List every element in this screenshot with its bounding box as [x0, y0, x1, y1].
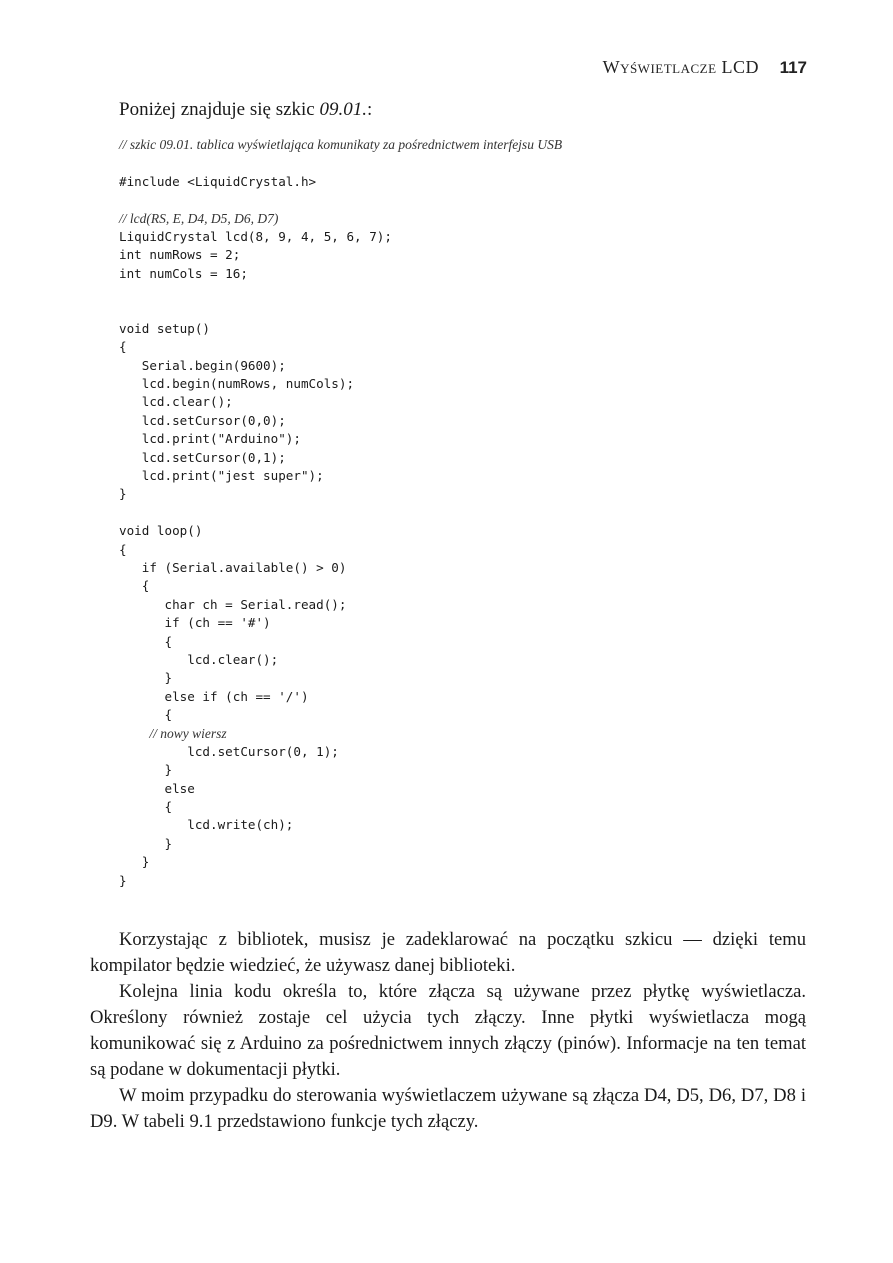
- code-line: if (ch == '#'): [119, 615, 271, 631]
- code-line: lcd.clear();: [119, 394, 233, 410]
- code-line: #include <LiquidCrystal.h>: [119, 173, 317, 189]
- paragraph: W moim przypadku do sterowania wyświetlaczem używane są złącza D4, D5, D6, D7, D8 i D9. W tabeli 9.1 przedstawiono funkcje tych złączy.: [90, 1085, 806, 1132]
- code-line: LiquidCrystal lcd(8, 9, 4, 5, 6, 7);: [119, 228, 392, 244]
- code-line: }: [119, 872, 127, 888]
- code-line: lcd.setCursor(0, 1);: [119, 743, 339, 759]
- code-listing: [119, 136, 819, 890]
- code-line: lcd.clear();: [119, 651, 279, 667]
- code-line: void loop(): [119, 523, 203, 539]
- sketch-intro: [119, 97, 372, 123]
- running-header: [603, 57, 807, 78]
- code-line: int numRows = 2;: [119, 247, 241, 263]
- code-line: else if (ch == '/'): [119, 688, 309, 704]
- intro-prefix: Poniżej znajduje się szkic: [119, 99, 320, 120]
- code-line: lcd.setCursor(0,1);: [119, 449, 286, 465]
- code-line: }: [119, 486, 127, 502]
- page-number: 117: [779, 58, 807, 77]
- code-line: [119, 504, 819, 522]
- code-line: lcd.setCursor(0,0);: [119, 412, 286, 428]
- paragraph: Kolejna linia kodu określa to, które złącza są używane przez płytkę wyświetlacza. Określony również zostaje cel użycia tych złączy. Inne płytki wyświetlacza mogą komunikować się z Arduino za pośrednictwem innych złączy (pinów). Informacje na ten temat są podane w dokumentacji płytki.: [90, 981, 806, 1080]
- code-line: int numCols = 16;: [119, 265, 248, 281]
- code-line: if (Serial.available() > 0): [119, 559, 347, 575]
- code-line: {: [119, 633, 173, 649]
- code-line: lcd.print("Arduino");: [119, 431, 301, 447]
- code-line: lcd.print("jest super");: [119, 468, 324, 484]
- code-comment: // szkic 09.01. tablica wyświetlająca komunikaty za pośrednictwem interfejsu USB: [119, 137, 563, 152]
- sketch-id: 09.01.: [319, 99, 367, 120]
- code-line: lcd.begin(numRows, numCols);: [119, 376, 355, 392]
- code-line: {: [119, 799, 173, 815]
- code-line: Serial.begin(9600);: [119, 357, 286, 373]
- code-comment: // nowy wiersz: [119, 725, 227, 741]
- code-line: {: [119, 541, 127, 557]
- code-line: void setup(): [119, 320, 210, 336]
- paragraph: Korzystając z bibliotek, musisz je zadeklarować na początku szkicu — dzięki temu kompilator będzie wiedzieć, że używasz danej biblioteki.: [90, 929, 806, 976]
- code-line: {: [119, 578, 150, 594]
- code-line: [119, 302, 819, 320]
- code-line: char ch = Serial.read();: [119, 596, 347, 612]
- code-line: else: [119, 780, 195, 796]
- code-line: {: [119, 339, 127, 355]
- code-line: [119, 154, 819, 172]
- code-line: }: [119, 854, 150, 870]
- body-text: [90, 927, 806, 1135]
- code-comment: // lcd(RS, E, D4, D5, D6, D7): [119, 210, 279, 226]
- code-line: }: [119, 762, 173, 778]
- code-line: }: [119, 670, 173, 686]
- intro-suffix: :: [367, 99, 373, 120]
- code-line: [119, 191, 819, 209]
- code-line: lcd.write(ch);: [119, 817, 294, 833]
- section-title: Wyświetlacze LCD: [602, 57, 760, 77]
- code-line: }: [119, 835, 173, 851]
- code-line: [119, 283, 819, 301]
- code-line: {: [119, 707, 173, 723]
